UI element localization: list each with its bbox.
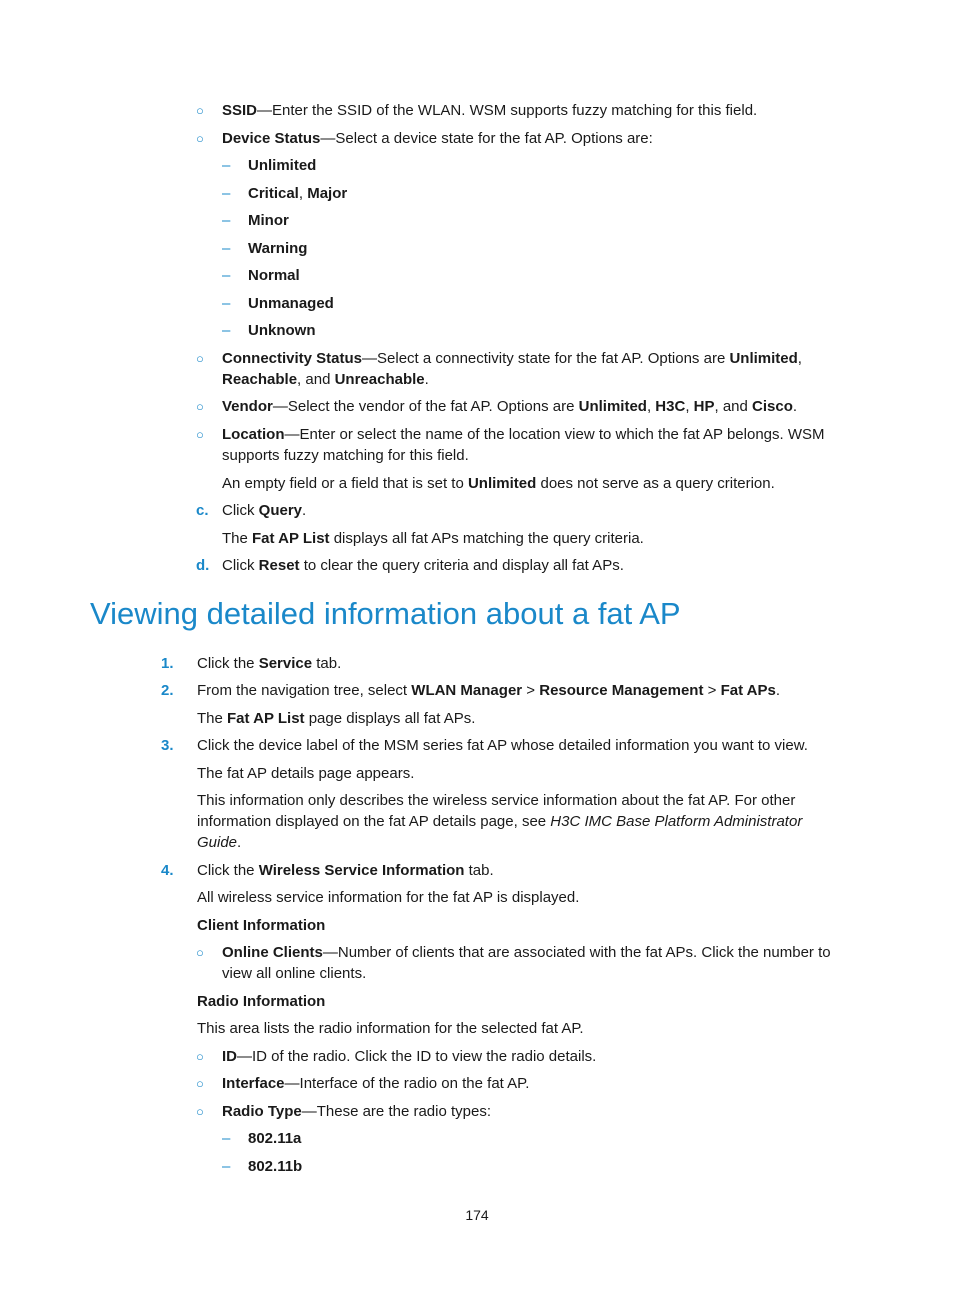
step-3: Click the device label of the MSM series fat AP whose detailed information you want to view. — [197, 737, 808, 754]
option-warning: Warning — [248, 240, 308, 257]
step-marker: 2. — [161, 682, 174, 699]
bullet-icon: ○ — [196, 131, 204, 146]
dash-icon: – — [222, 1130, 231, 1147]
radio-info-intro: This area lists the radio information for the selected fat AP. — [197, 1020, 584, 1037]
radio-interface-item: Interface—Interface of the radio on the fat AP. — [222, 1075, 530, 1092]
dash-icon: – — [222, 295, 231, 312]
step-3-note: The fat AP details page appears. — [197, 765, 415, 782]
step-marker: c. — [196, 502, 209, 519]
bullet-icon: ○ — [196, 427, 204, 442]
option-normal: Normal — [248, 267, 300, 284]
page-number: 174 — [465, 1207, 489, 1223]
ssid-item: SSID—Enter the SSID of the WLAN. WSM supports fuzzy matching for this field. — [222, 102, 758, 119]
step-c-note: The Fat AP List displays all fat APs matching the query criteria. — [222, 530, 644, 547]
option-minor: Minor — [248, 212, 289, 229]
bullet-icon: ○ — [196, 1049, 204, 1064]
step-4: Click the Wireless Service Information tab. — [197, 862, 494, 879]
bullet-icon: ○ — [196, 1104, 204, 1119]
step-4-note: All wireless service information for the fat AP is displayed. — [197, 889, 580, 906]
location-item: Location—Enter or select the name of the location view to which the fat AP belongs. WSM — [222, 426, 825, 443]
step-d: Click Reset to clear the query criteria and display all fat APs. — [222, 557, 624, 574]
bullet-icon: ○ — [196, 1076, 204, 1091]
dash-icon: – — [222, 185, 231, 202]
bullet-icon: ○ — [196, 103, 204, 118]
option-unknown: Unknown — [248, 322, 316, 339]
empty-field-note: An empty field or a field that is set to Unlimited does not serve as a query criterion. — [222, 475, 775, 492]
option-unmanaged: Unmanaged — [248, 295, 334, 312]
dash-icon: – — [222, 1158, 231, 1175]
step-2: From the navigation tree, select WLAN Manager > Resource Management > Fat APs. — [197, 682, 781, 699]
step-marker: 4. — [161, 862, 174, 879]
bullet-icon: ○ — [196, 945, 204, 960]
option-unlimited: Unlimited — [248, 157, 317, 174]
radio-id-item: ID—ID of the radio. Click the ID to view the radio details. — [222, 1048, 597, 1065]
radio-type-80211a: 802.11a — [248, 1130, 302, 1147]
radio-type-80211b: 802.11b — [248, 1158, 303, 1175]
step-3-info-cont: information displayed on the fat AP details page, see H3C IMC Base Platform Administrator — [197, 813, 803, 830]
dash-icon: – — [222, 157, 231, 174]
radio-info-heading: Radio Information — [197, 993, 326, 1010]
section-title: Viewing detailed information about a fat AP — [90, 596, 681, 631]
dash-icon: – — [222, 322, 231, 339]
radio-type-item: Radio Type—These are the radio types: — [222, 1103, 491, 1120]
step-1: Click the Service tab. — [197, 655, 342, 672]
step-marker: d. — [196, 557, 210, 574]
option-critical-major: Critical, Major — [248, 185, 348, 202]
step-marker: 1. — [161, 655, 174, 672]
dash-icon: – — [222, 240, 231, 257]
step-2-note: The Fat AP List page displays all fat APs. — [197, 710, 476, 727]
bullet-icon: ○ — [196, 351, 204, 366]
step-3-info-cont2: Guide. — [197, 834, 242, 851]
connectivity-item: Connectivity Status—Select a connectivity state for the fat AP. Options are Unlimited, — [222, 350, 802, 367]
device-status-item: Device Status—Select a device state for the fat AP. Options are: — [222, 130, 653, 147]
dash-icon: – — [222, 267, 231, 284]
step-marker: 3. — [161, 737, 174, 754]
dash-icon: – — [222, 212, 231, 229]
connectivity-item-cont: Reachable, and Unreachable. — [222, 371, 429, 388]
online-clients-item-cont: view all online clients. — [222, 965, 367, 982]
location-item-cont: supports fuzzy matching for this field. — [222, 447, 469, 464]
bullet-icon: ○ — [196, 399, 204, 414]
client-info-heading: Client Information — [197, 917, 326, 934]
step-c: Click Query. — [222, 502, 307, 519]
step-3-info: This information only describes the wireless service information about the fat AP. For other — [197, 792, 796, 809]
vendor-item: Vendor—Select the vendor of the fat AP. Options are Unlimited, H3C, HP, and Cisco. — [222, 398, 798, 415]
online-clients-item: Online Clients—Number of clients that are associated with the fat APs. Click the number to — [222, 944, 831, 961]
